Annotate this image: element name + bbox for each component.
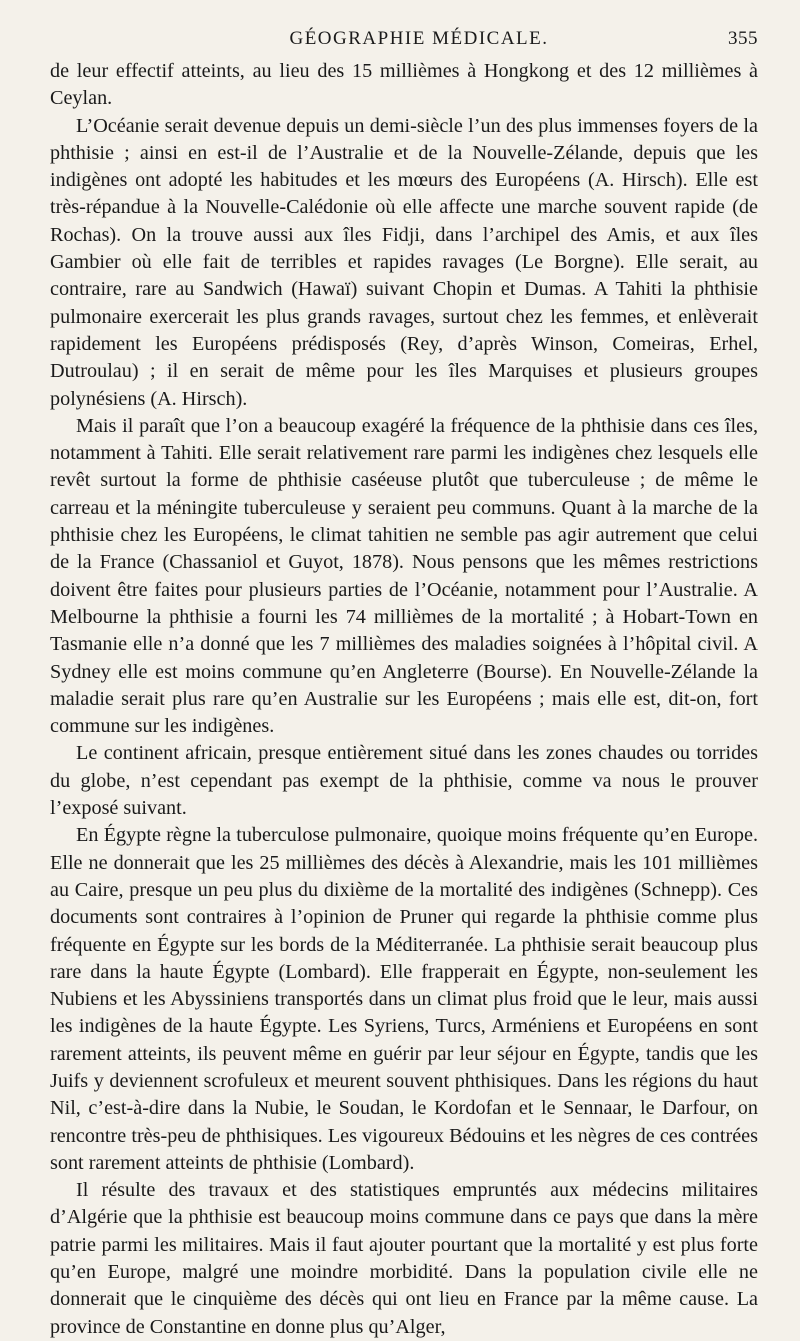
paragraph-algeria: Il résulte des travaux et des statistiques empruntés aux médecins militaires d’Algérie que la phthisie est beaucoup moins commune dans ce pays que dans la mère patrie parmi les militaires. Mais il faut ajouter pourtant que la mortalité y est plus forte qu’en Europe, malgré une moindre morbidité. Dans la population civile elle ne donnerait que le cinquième des décès qui ont lieu en France par la même cause. La province de Constantine en donne plus qu’Alger, — [50, 1179, 758, 1338]
page-number: 355 — [728, 28, 758, 49]
paragraph-africa: Le continent africain, presque entièrement situé dans les zones chaudes ou torrides du globe, n’est cependant pas exempt de la phthisie, comme va nous le prouver l’exposé suivant. — [50, 742, 758, 820]
running-header — [50, 28, 758, 58]
paragraph-continuation: de leur effectif atteints, au lieu des 15 millièmes à Hongkong et des 12 millièmes à Ceylan. — [50, 60, 758, 110]
paragraph-egypt: En Égypte règne la tuberculose pulmonaire, quoique moins fréquente qu’en Europe. Elle ne donnerait que les 25 millièmes des décès à Alexandrie, mais les 101 millièmes au Caire, presque un peu plus du dixième de la mortalité des indigènes (Schnepp). Ces documents sont contraires à l’opinion de Pruner qui regarde la phthisie comme plus fréquente en Égypte sur les bords de la Méditerranée. La phthisie serait beaucoup plus rare dans la haute Égypte (Lombard). Elle frapperait en Égypte, non-seulement les Nubiens et les Abyssiniens transportés dans un climat plus froid que le leur, mais aussi les indigènes de la haute Égypte. Les Syriens, Turcs, Arméniens et Européens en sont rarement atteints, ils peuvent même en guérir par leur séjour en Égypte, tandis que les Juifs y deviennent scrofuleux et meurent souvent phthisiques. Dans les régions du haut Nil, c’est-à-dire dans la Nubie, le Soudan, le Kordofan et le Sennaar, le Darfour, on rencontre très-peu de phthisiques. Les vigoureux Bédouins et les nègres de ces contrées sont rarement atteints de phthisie (Lombard). — [50, 824, 758, 1174]
paragraph-tahiti: Mais il paraît que l’on a beaucoup exagéré la fréquence de la phthisie dans ces îles, notamment à Tahiti. Elle serait relativement rare parmi les indigènes chez lesquels elle revêt surtout la forme de phthisie caséeuse plutôt que tuberculeuse ; de même le carreau et la méningite tuberculeuse y seraient peu communs. Quant à la marche de la phthisie chez les Européens, le climat tahitien ne semble pas agir autrement que celui de la France (Chassaniol et Guyot, 1878). Nous pensons que les mêmes restrictions doivent être faites pour plusieurs parties de l’Océanie, notamment pour l’Australie. A Melbourne la phthisie a fourni les 74 millièmes de la mortalité ; à Hobart-Town en Tasmanie elle n’a donné que les 7 millièmes des maladies soignées à l’hôpital civil. A Sydney elle est moins commune qu’en Angleterre (Bourse). En Nouvelle-Zélande la maladie serait plus rare qu’en Australie sur les Européens ; mais elle est, dit-on, fort commune sur les indigènes. — [50, 414, 758, 738]
running-title: GÉOGRAPHIE MÉDICALE. — [289, 28, 549, 49]
paragraph-oceania: L’Océanie serait devenue depuis un demi-siècle l’un des plus immenses foyers de la phthisie ; ainsi en est-il de l’Australie et de la Nouvelle-Zélande, depuis que les indigènes ont adopté les habitudes et les mœurs des Européens (A. Hirsch). Elle est très-répandue à la Nouvelle-Calédonie où elle affecte une marche souvent rapide (de Rochas). On la trouve aussi aux îles Fidji, dans l’archipel des Amis, et aux îles Gambier où elle fait de terribles et rapides ravages (Le Borgne). Elle serait, au contraire, rare au Sandwich (Hawaï) suivant Chopin et Dumas. A Tahiti la phthisie pulmonaire exercerait les plus grands ravages, surtout chez les femmes, et enlèverait rapidement les Européens prédisposés (Rey, d’après Winson, Comeiras, Erhel, Dutroulau) ; il en serait de même pour les îles Marquises et plusieurs groupes polynésiens (A. Hirsch). — [50, 114, 758, 410]
body-text — [50, 58, 758, 1341]
